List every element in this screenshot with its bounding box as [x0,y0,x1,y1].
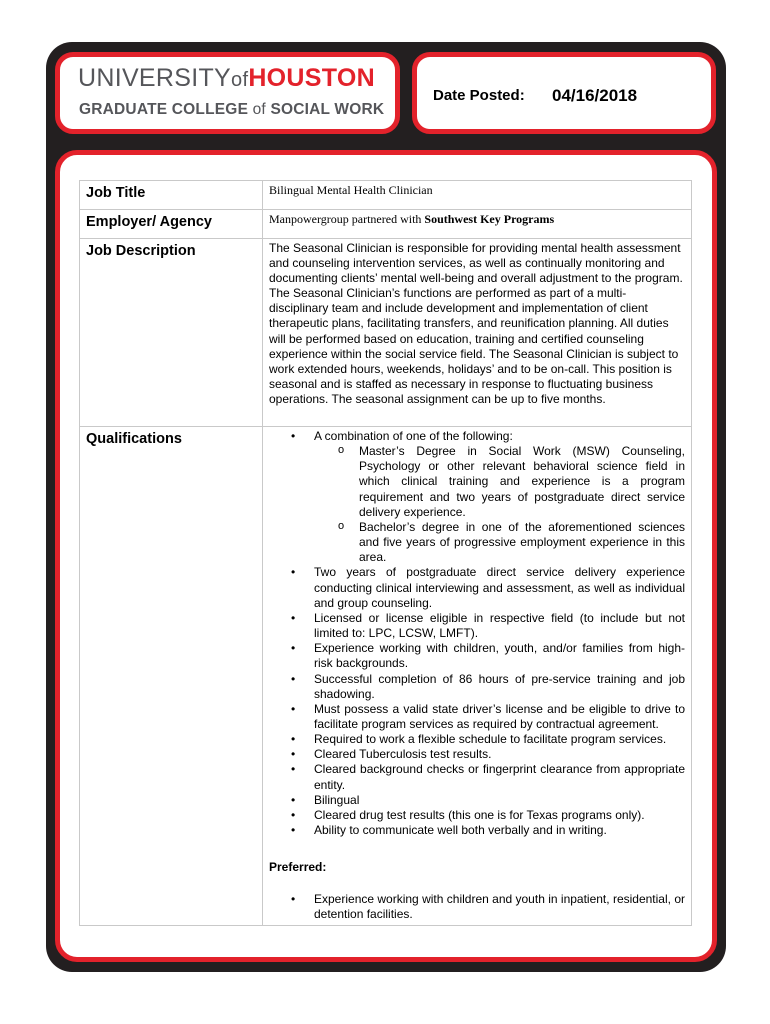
preferred-label: Preferred: [269,860,327,875]
qualification-sublist [314,444,685,565]
preferred-list [269,892,685,922]
college-name-part3: SOCIAL WORK [270,101,385,118]
table-row [80,239,692,427]
logo-houston: HOUSTON [248,64,375,92]
list-item: o Bachelor’s degree in one of the aforementioned sciences and five years of progressive employment experience in this area. [314,520,685,565]
list-item: • Bilingual [269,793,685,808]
logo-university: UNIVERSITY [78,64,232,92]
job-description-label: Job Description [80,239,263,427]
list-item: • Ability to communicate well both verbally and in writing. [269,823,685,838]
table-row [80,181,692,210]
list-item: • Successful completion of 86 hours of pre-service training and job shadowing. [269,672,685,702]
table-row [80,210,692,239]
list-item: • Experience working with children, youth, and/or families from high-risk backgrounds. [269,641,685,671]
college-name [79,100,384,120]
list-item: • Licensed or license eligible in respective field (to include but not limited to: LPC, LCSW, LMFT). [269,611,685,641]
college-name-part1: GRADUATE COLLEGE [79,101,249,118]
list-item: • Must possess a valid state driver’s license and be eligible to drive to facilitate program services as required by contractual agreement. [269,702,685,732]
logo-of: of [231,69,249,91]
date-posted-value: 04/16/2018 [552,86,638,105]
list-item: • Cleared background checks or fingerprint clearance from appropriate entity. [269,762,685,792]
list-item: • Two years of postgraduate direct service delivery experience conducting clinical interviewing and assessment, as well as individual and group counseling. [269,565,685,610]
list-item: • Required to work a flexible schedule to facilitate program services. [269,732,685,747]
qualifications-value [263,427,692,926]
qualifications-label: Qualifications [80,427,263,926]
job-description-value: The Seasonal Clinician is responsible for providing mental health assessment and counseling intervention services, as well as continually monitoring and documenting clients’ mental well-being and overall adjustment to the program. The Seasonal Clinician’s functions are performed as part of a multi-disciplinary team and include development and implementation of client therapeutic plans, facilitating transfers, and reunification planning. All duties will be performed based on education, training and certified counseling experience within the social service field. The Seasonal Clinician is subject to work extended hours, weekends, holidays’ and to be on-call. This position is seasonal and is staffed as necessary in response to fluctuating business operations. The seasonal assignment can be up to five months. [263,239,692,427]
employer-label: Employer/ Agency [80,210,263,239]
list-item: • Experience working with children and youth in inpatient, residential, or detention facilities. [269,892,685,922]
qualifications-list [269,429,685,838]
employer-prefix: Manpowergroup partnered with [269,212,425,226]
college-name-of: of [248,101,271,118]
employer-value [263,210,692,239]
list-item: o Master’s Degree in Social Work (MSW) Counseling, Psychology or other relevant behavioral science field in which clinical training and experience is a program requirement and two years of postgraduate direct service delivery experience. [314,444,685,520]
job-details-table [79,180,692,926]
job-title-value: Bilingual Mental Health Clinician [263,181,692,210]
university-logo [78,63,375,95]
job-title-label: Job Title [80,181,263,210]
employer-name: Southwest Key Programs [424,212,555,226]
list-item [269,429,685,565]
qualification-text: A combination of one of the following: [314,429,513,443]
list-item: • Cleared Tuberculosis test results. [269,747,685,762]
list-item: • Cleared drug test results (this one is for Texas programs only). [269,808,685,823]
date-posted-label: Date Posted: [433,87,525,104]
table-row [80,427,692,926]
